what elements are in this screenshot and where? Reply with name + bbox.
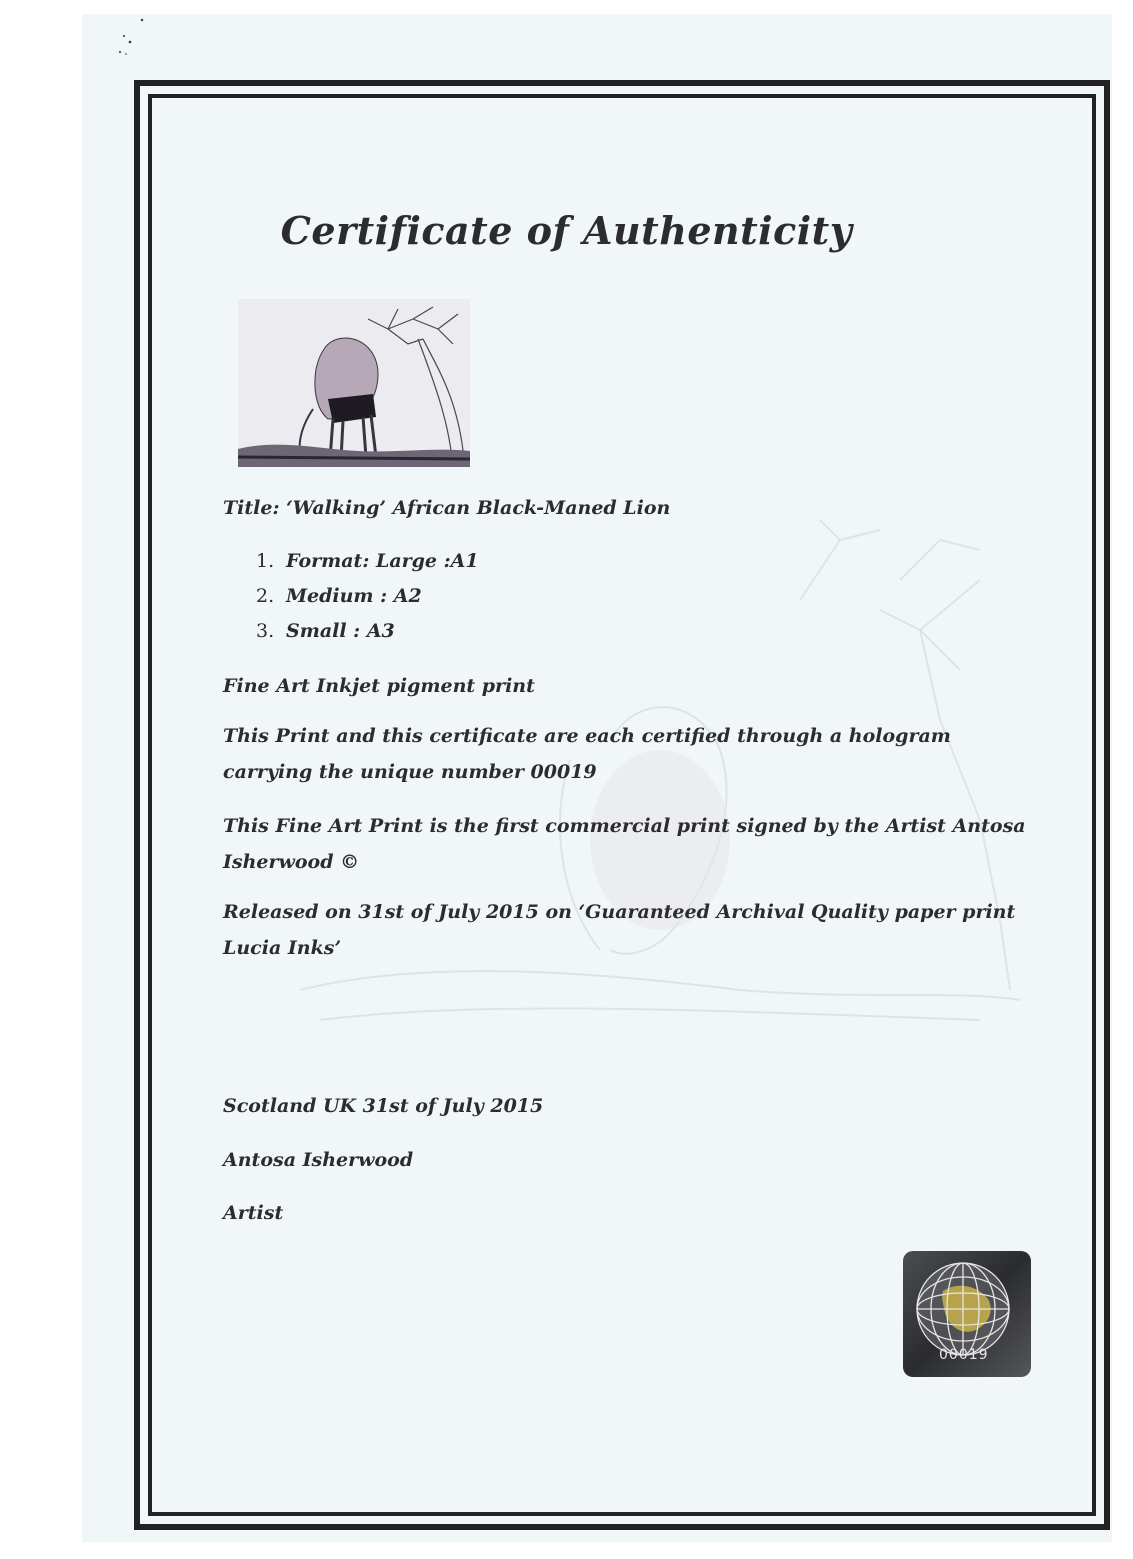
format-item: 2. Medium : A2	[256, 585, 422, 607]
artist-name: Antosa Isherwood	[223, 1149, 414, 1171]
artist-role: Artist	[223, 1202, 284, 1224]
artwork-title: Title: ‘Walking’ African Black-Maned Lion	[223, 497, 671, 519]
print-medium: Fine Art Inkjet pigment print	[223, 675, 535, 697]
hologram-sticker	[903, 1251, 1031, 1377]
scan-specks	[112, 18, 152, 68]
hologram-number: 00019	[939, 1347, 989, 1363]
format-item: 3. Small : A3	[256, 620, 395, 642]
format-list	[256, 544, 479, 649]
format-item: 1. Format: Large :A1	[256, 550, 479, 572]
lion-sketch-image	[238, 299, 470, 467]
certification-statement: This Print and this certificate are each certified through a hologram carrying the unique number 00019	[223, 725, 951, 783]
certificate-title: Certificate of Authenticity	[280, 208, 853, 253]
release-statement: Released on 31st of July 2015 on ‘Guaranteed Archival Quality paper print Lucia Inks’	[223, 901, 1016, 959]
signed-statement: This Fine Art Print is the first commercial print signed by the Artist Antosa Isherwood ©	[223, 815, 1026, 873]
place-date: Scotland UK 31st of July 2015	[223, 1095, 544, 1117]
